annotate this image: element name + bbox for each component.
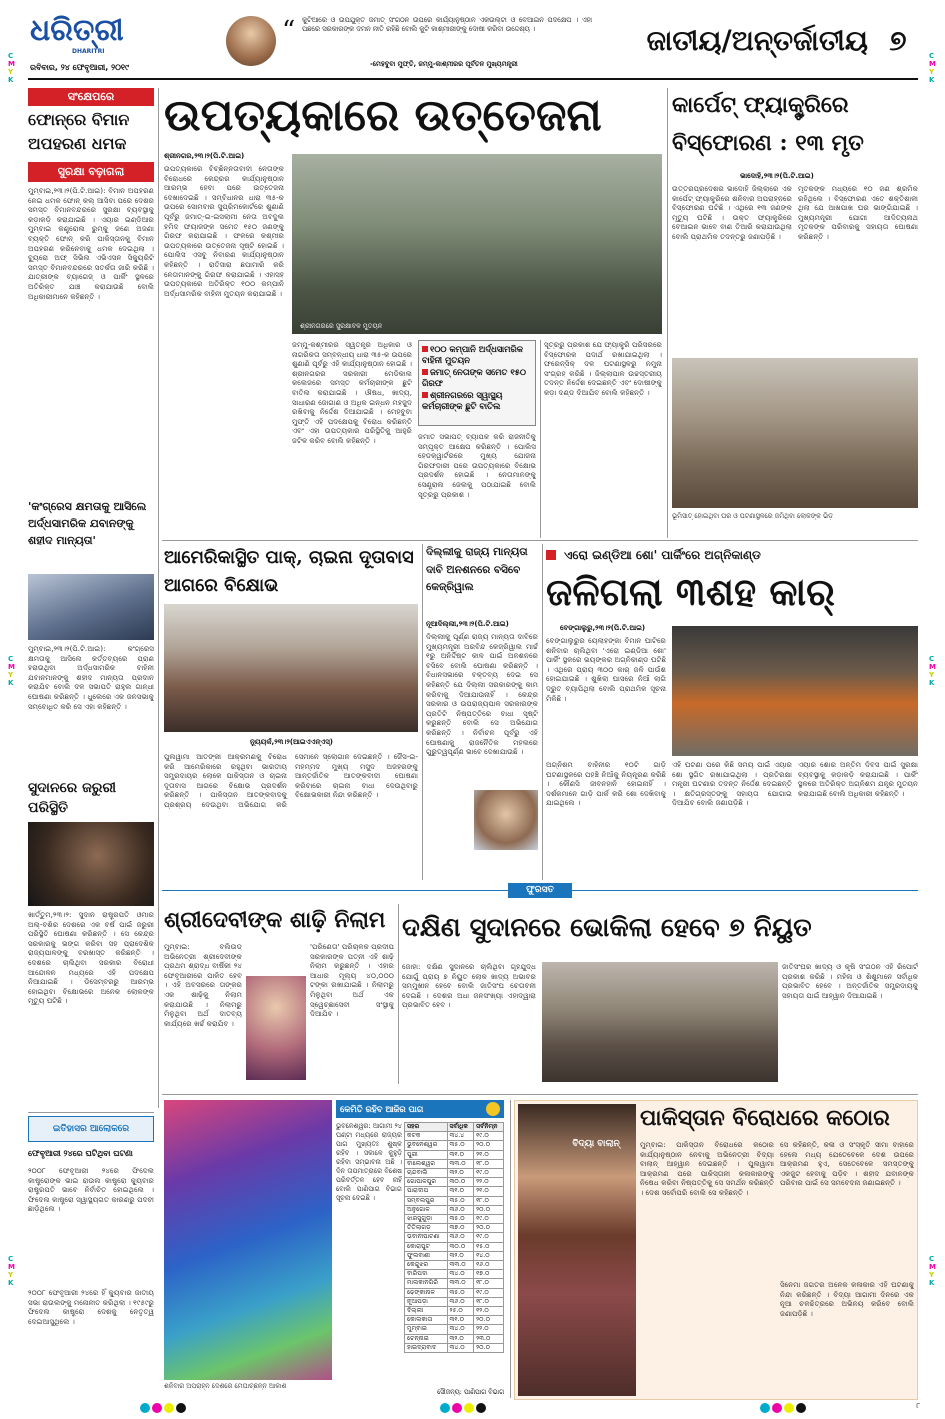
- sridevi-photo: [246, 976, 306, 1080]
- weather-city-cell: ଝାରସୁଗୁଡ଼ା: [405, 1215, 448, 1224]
- weather-max-cell: ୩୧.୦: [447, 1150, 474, 1159]
- weather-col-city: ସହର: [405, 1123, 448, 1132]
- lead-dateline: ଶ୍ରୀନଗର,୨୩।୨(ପି.ଟି.ଆଇ): [164, 152, 245, 160]
- itihasa-date-head: ଫେବୃଆରୀ ୨୪ରେ ଘଟିଥିବା ଘଟଣା: [28, 1149, 133, 1158]
- weather-max-cell: ୩୨.୦: [447, 1251, 474, 1260]
- weather-row: [405, 1141, 504, 1150]
- weather-row: [405, 1242, 504, 1251]
- weather-row: [405, 1316, 504, 1325]
- weather-row: [405, 1169, 504, 1178]
- masthead-logo: [30, 14, 170, 74]
- aero-body-col2: ଅଗ୍ନିଶମ ବାହିନୀର ୧୦ଟି ଗାଡ଼ି ଘଟଣାସ୍ଥଳରେ ପହଞ୍ଚି ନିଆଁକୁ ନିୟନ୍ତ୍ରଣ କରିଛି । କୌଣସି ଜୀବନହାନି ହୋଇନାହିଁ । ଦର୍ଶକମାନେ ଗାଡ଼ି ପାର୍କ କରି ଶୋ ଦେଖିବାକୁ ଯାଇଥିଲେ ।: [546, 760, 666, 808]
- weather-min-cell: ୧୨.୦: [474, 1307, 504, 1316]
- reg-dot: [176, 1403, 186, 1413]
- section-rule: [28, 1112, 154, 1113]
- weather-city-cell: ଢେଙ୍କାନାଳ: [405, 1288, 448, 1297]
- weather-max-cell: ୩୩.୦: [447, 1159, 474, 1168]
- brief-story1-headline: ଫୋନ୍‌ରେ ବିମାନ ଅପହରଣ ଧମକ: [28, 110, 130, 153]
- rahul-gandhi-photo: [28, 574, 154, 640]
- weather-temp-table: [404, 1122, 504, 1384]
- weather-city-cell: କୋଲକାତା: [405, 1316, 448, 1325]
- weather-min-cell: ୨୧.୦: [474, 1187, 504, 1196]
- brief-story2-body: ମୁମ୍ବାଇ,୨୩।୨(ପି.ଟି.ଆଇ): କଂଗ୍ରେସ କ୍ଷମତାକୁ ଆସିଲେ କର୍ତ୍ତବ୍ୟରେ ପ୍ରାଣ ହରାଉଥିବା ଅର୍ଦ୍ଧସାମରିକ ବାହିନୀ ଯବାନମାନଙ୍କୁ ଶହୀଦ ମାନ୍ୟତା ପ୍ରଦାନ କରାଯିବ ବୋଲି ଦଳ ସଭାପତି ରାହୁଲ ଗାନ୍ଧୀ ଘୋଷଣା କରିଛନ୍ତି । ଧୁଲେରେ ଏକ ଜନସଭାକୁ ସମ୍ବୋଧିତ କରି ସେ ଏହା କହିଛନ୍ତି ।: [28, 644, 154, 711]
- weather-city-cell: ମୁମ୍ବାଇ: [405, 1325, 448, 1334]
- kejriwal-dateline: ନୂଆଦିଲ୍ଲୀ,୨୩।୨(ପି.ଟି.ଆଇ): [426, 620, 509, 628]
- lead-body-col1: ଉପତ୍ୟକାରେ ବିଚ୍ଛିନ୍ନତାବାଦୀ ନେତାଙ୍କ ବିରୋଧରେ କେନ୍ଦ୍ରର କାର୍ଯ୍ୟାନୁଷ୍ଠାନ ଆରମ୍ଭ ହେବା ପରେ ଉତ୍ତେଜନା ଦେଖାଦେଇଛି । ସମ୍ବିଧାନର ଧାରା ୩୫-କ ଉପରେ ସୋମବାର ସୁପ୍ରିମକୋର୍ଟରେ ଶୁଣାଣି ପୂର୍ବରୁ ଜମାତ୍-ଇ-ଇସଲାମୀ ନେତା ଅବଦୁଲ ହମିଦ ଫୟାଜଙ୍କ ସମେତ ୧୫୦ ଜଣଙ୍କୁ ଗିରଫ କରାଯାଇଛି । ଫଳରେ କଶ୍ମୀର ଉପତ୍ୟକାରେ ଉତ୍ତେଜନା ସୃଷ୍ଟି ହୋଇଛି । ପୋଲିସ ଏସବୁ ନିବାରଣ କାର୍ଯ୍ୟାନୁଷ୍ଠାନ କହିଛନ୍ତି । ରାତିସାରା ଛପାମାରି କରି ନେତାମାନଙ୍କୁ ଗିରଫ କରାଯାଇଛି । ଏହାସହ ଉପତ୍ୟକାରେ ଅତିରିକ୍ତ ୧୦୦ କମ୍ପାନି ଅର୍ଦ୍ଧସାମରିକ ବାହିନୀ ମୁତୟନ କରାଯାଇଛି ।: [164, 164, 284, 298]
- lead-body-col3: ଜମାତ ସଭାପତ୍ ବ୍ୟାପକ କରି ରାଜନୀତିକୁ ସମ୍ପୃକ୍ତ ଆକ୍ଷେପ କରିଛନ୍ତି । ପୋଲିସ ହେଡକ୍ୱାର୍ଟରରେ ମୁଖ୍ୟ ଯୋଜନା ଗିରଫଦାରୀ ପରେ ଉପତ୍ୟକାରେ ବିକ୍ଷୋଭ ପ୍ରଦର୍ଶନ ହୋଇଛି । ନେତାମାନଙ୍କୁ ସେଣ୍ଟ୍ରାଲ ଜେଲକୁ ପଠାଯାଇଛି ବୋଲି ସୂତ୍ରରୁ ପ୍ରକାଶ ।: [418, 432, 536, 499]
- weather-min-cell: ୧୬.୦: [474, 1261, 504, 1270]
- weather-row: [405, 1307, 504, 1316]
- weather-row: [405, 1251, 504, 1260]
- brief-label: ସଂକ୍ଷେପରେ: [28, 88, 154, 106]
- aero-body-col1: ବେଙ୍ଗାଲୁରୁର ୟେଲାହଙ୍କା ବିମାନ ଘାଟିରେ ଶନିବାର ଚାଲିଥିବା 'ଏରୋ ଇଣ୍ଡିଆ ଶୋ' ପାର୍କିଂ ସ୍ଥଳରେ ଭୟଙ୍କର ଅଗ୍ନିକାଣ୍ଡ ଘଟିଛି । ଏଥିରେ ପ୍ରାୟ ୩୦୦ କାର୍ ଜଳି ପାଉଁଶ ହୋଇଯାଇଛି । ଶୁଖିଲା ଘାସରେ ନିଆଁ ଲାଗି ଦ୍ରୁତ ବ୍ୟାପିଥିଲା ବୋଲି ପ୍ରାଥମିକ ସୂଚନା ମିଳିଛି ।: [546, 636, 666, 703]
- aero-body-col3: ଏହି ଘଟଣା ପରେ କିଛି ସମୟ ପାଇଁ ଏୟାର ଶୋ ସ୍ଥଗିତ ରଖାଯାଇଥିଲା । ପ୍ରତିରକ୍ଷା ମନ୍ତ୍ରୀ ଘଟଣାର ତଦନ୍ତ ନିର୍ଦ୍ଦେଶ ଦେଇଛନ୍ତି । କ୍ଷତିଗ୍ରସ୍ତଙ୍କୁ ସହାୟତା ଯୋଗାଇ ଦିଆଯିବ ବୋଲି ଜଣାପଡ଼ିଛି ।: [672, 760, 792, 808]
- weather-city-cell: ଭବାନୀପାଟଣା: [405, 1233, 448, 1242]
- masthead-quote: କୁଟିଆରେ ଓ ଉପଯୁକ୍ତ ଜମାତ୍ ସଂଗଠନ ଉପରେ କାର୍ଯ୍ୟାନୁଷ୍ଠାନ ଏକଉଲ୍‌ଟା ଓ ବେଆଇନ ପଦକ୍ଷେପ । ଏହା ପଛରେ ସରକାରଙ୍କ ଦମନ ନୀତି ରହିଛି ବୋଲି କୁଟି କାଶ୍ମୀରୀଙ୍କୁ ଦୋଷୀ କରିବା ଉଦ୍ଦେଶ୍ୟ ।: [302, 16, 592, 33]
- cmyk-mark-left-3: C M Y K: [8, 1255, 15, 1287]
- weather-max-cell: ୩୩.୦: [447, 1261, 474, 1270]
- weather-max-cell: ୩୬.୦: [447, 1205, 474, 1214]
- itihasa-item-2: ୨୦୦୮ ଫେବୃଆରୀ ୨୪ରେ ହିଁ କ୍ୟୁବାର ଜାତୀୟ ସଭା ରାଉଲଙ୍କୁ ମନୋନୀତ କରିଥିଲା । ୧୯୫୯ରୁ ଫିଦେଲ କାଷ୍ଟ୍ରୋ ଦେଶକୁ ନେତୃତ୍ୱ ଦେଇଆସୁଥିଲେ ।: [28, 1288, 154, 1326]
- weather-row: [405, 1261, 504, 1270]
- weather-city-cell: କେନ୍ଦୁଝର: [405, 1261, 448, 1270]
- weather-row: [405, 1187, 504, 1196]
- brief-story3-body: ଖାର୍ତ୍ତୁମ,୨୩।୨: ସୁଦାନ ରାଷ୍ଟ୍ରପତି ଓମାର ଅଲ୍-ବଶିର ଦେଶରେ ଏକ ବର୍ଷ ପାଇଁ ଜରୁରୀ ପରିସ୍ଥିତି ଘୋଷଣା କରିଛନ୍ତି । ସେ କେନ୍ଦ୍ର ସରକାରକୁ ଭଙ୍ଗ କରିବା ସହ ପ୍ରାଦେଶିକ ରାଜ୍ୟପାଳଙ୍କୁ ବରଖାସ୍ତ କରିଛନ୍ତି । ଦେଶରେ ଚାଲିଥିବା ସରକାର ବିରୋଧୀ ଆନ୍ଦୋଳନ ମଧ୍ୟରେ ଏହି ପଦକ୍ଷେପ ନିଆଯାଇଛି । ଡିସେମ୍ବରରୁ ଆରମ୍ଭ ହୋଇଥିବା ବିକ୍ଷୋଭରେ ଅନେକ ଲୋକଙ୍କ ମୃତ୍ୟୁ ଘଟିଛି ।: [28, 910, 154, 1006]
- vidya-name-tag: ବିଦ୍ୟା ବାଲାନ୍: [572, 1139, 620, 1149]
- weather-row: [405, 1224, 504, 1233]
- highlight-item-1: ୧୦୦ କମ୍ପାନି ଅର୍ଦ୍ଧସାମରିକ ବାହିନୀ ମୁତୟନ: [422, 344, 523, 365]
- embassy-protest-photo: [164, 604, 418, 732]
- weather-row: [405, 1288, 504, 1297]
- weather-row: [405, 1205, 504, 1214]
- weather-max-cell: ୩୫.୦: [447, 1288, 474, 1297]
- lead-highlight-box: [418, 340, 536, 426]
- reg-dot: [784, 1403, 794, 1413]
- weather-max-cell: ୩୪.୦: [447, 1270, 474, 1279]
- quote-attribution: -ମେହବୁବା ମୁଫ୍ତି, ଜମ୍ମୁ-କାଶ୍ମୀରର ପୂର୍ବତନ ମୁଖ୍ୟମନ୍ତ୍ରୀ: [370, 60, 518, 68]
- carpet-dateline: ଭାଦୋହି,୨୩।୨(ପି.ଟି.ଆଇ): [740, 172, 814, 180]
- weather-max-cell: ୩୫.୦: [447, 1141, 474, 1150]
- weather-city-cell: ସମ୍ବଲପୁର: [405, 1196, 448, 1205]
- weather-city-cell: ନୂଆପଡ଼ା: [405, 1297, 448, 1306]
- aero-fire-photo: [672, 626, 918, 756]
- sridevi-body-col1: ମୁମ୍ବାଇ: ବଲିଉଡ୍ ଅଭିନେତ୍ରୀ ଶ୍ରୀଦେବୀଙ୍କ ପ୍ରଥମ ଶ୍ରାଦ୍ଧ ବାର୍ଷିକୀ ୨୪ ଫେବୃଆରୀରେ ପାଳିତ ହେବ । ଏହି ଅବସରରେ ତାଙ୍କର ଏକ ଶାଢ଼ିକୁ ନିଲାମ କରାଯାଉଛି । ନିଲାମରୁ ମିଳୁଥିବା ଅର୍ଥ ଦାତବ୍ୟ କାର୍ଯ୍ୟରେ ଖର୍ଚ୍ଚ କରାଯିବ ।: [164, 942, 242, 1028]
- column-rule: [158, 88, 159, 1108]
- weather-min-cell: ୧୭.୦: [474, 1270, 504, 1279]
- page-number: ୭: [889, 24, 907, 57]
- red-square-bullet-icon: [422, 392, 428, 398]
- weather-min-cell: ୧୮.୦: [474, 1297, 504, 1306]
- sudan-children-photo: [542, 962, 778, 1082]
- weather-city-cell: ଗୋପାଳପୁର: [405, 1178, 448, 1187]
- cmyk-mark-right-2: C M Y K: [929, 655, 936, 687]
- reg-dot: [140, 1403, 150, 1413]
- vidya-body-col3: ସିନେମା ଜଗତର ଅନେକ କଳାକାର ଏହି ଘଟଣାକୁ ନିନ୍ଦା କରିଛନ୍ତି । ବିଦ୍ୟା ଆଗାମୀ ଦିନରେ ଏକ ନୂଆ ଚଳଚ୍ଚିତ୍ରରେ ଅଭିନୟ କରିବେ ବୋଲି ଜଣାପଡ଼ିଛି ।: [780, 1280, 914, 1318]
- weather-max-cell: ୩୪.୦: [447, 1343, 474, 1352]
- reg-dot: [796, 1403, 806, 1413]
- weather-row: [405, 1325, 504, 1334]
- brief-story3-headline: ସୁଦାନରେ ଜରୁରୀ ପରିସ୍ଥିତି: [28, 780, 117, 816]
- itihasa-item-1: ୨୦୦୮ ଫେବୃଆରୀ ୨୪ରେ ଫିଦେଲ କାଷ୍ଟ୍ରୋଙ୍କ ଭାଇ ରାଉଲ କାଷ୍ଟ୍ରୋ କ୍ୟୁବାର ରାଷ୍ଟ୍ରପତି ଭାବେ ନିର୍ବାଚିତ ହୋଇଥିଲେ । ଫିଦେଲ କାଷ୍ଟ୍ରୋ ସ୍ୱାସ୍ଥ୍ୟଗତ କାରଣରୁ ପଦବୀ ଛାଡ଼ିଥିଲେ ।: [28, 1166, 154, 1214]
- weather-city-cell: ହାଇଦ୍ରାବାଦ: [405, 1343, 448, 1352]
- weather-min-cell: ୧୯.୦: [474, 1132, 504, 1141]
- weather-min-cell: ୨୦.୦: [474, 1205, 504, 1214]
- kejriwal-body: ଦିଲ୍ଲୀକୁ ପୂର୍ଣ୍ଣ ରାଜ୍ୟ ମାନ୍ୟତା ଦାବିରେ ମୁଖ୍ୟମନ୍ତ୍ରୀ ଅରବିନ୍ଦ କେଜ୍ରିୱାଲ ମାର୍ଚ୍ଚ ୧ରୁ ଅନିର୍ଦ୍ଦିଷ୍ଟ କାଳ ପାଇଁ ଅନଶନରେ ବସିବେ ବୋଲି ଘୋଷଣା କରିଛନ୍ତି । ବିଧାନସଭାରେ ବକ୍ତବ୍ୟ ଦେଇ ସେ କହିଛନ୍ତି ଯେ ଦିଲ୍ଲୀ ସରକାରଙ୍କୁ କାମ କରିବାକୁ ଦିଆଯାଉନାହିଁ । କେନ୍ଦ୍ର ସରକାର ଓ ଉପରାଜ୍ୟପାଳ ସରକାରଙ୍କ ପ୍ରତିଟି ନିଷ୍ପତ୍ତିରେ ବାଧା ସୃଷ୍ଟି କରୁଛନ୍ତି ବୋଲି ସେ ଅଭିଯୋଗ କରିଛନ୍ତି । ନିର୍ବାଚନ ପୂର୍ବରୁ ଏହି ଘୋଷଣାକୁ ରାଜନୈତିକ ମହଲରେ ଗୁରୁତ୍ୱପୂର୍ଣ୍ଣ ଭାବେ ଦେଖାଯାଉଛି ।: [426, 632, 538, 757]
- column-rule: [422, 544, 423, 880]
- weather-min-cell: ୨୩.୦: [474, 1334, 504, 1343]
- vidya-body-col2: ସେ କହିଛନ୍ତି, କଳା ଓ ସଂସ୍କୃତି ସୀମା ବାହାରେ ହେଲେ ମଧ୍ୟ ଯେତେବେଳେ ଦେଶ ଉପରେ ଆକ୍ରମଣ ହୁଏ, ସେତେବେଳେ ସମସ୍ତଙ୍କୁ ଏକଜୁଟ ହେବାକୁ ପଡ଼ିବ । ଶହୀଦ ଯବାନଙ୍କ ପରିବାର ପାଇଁ ସେ ସମବେଦନା ଜଣାଇଛନ୍ତି ।: [780, 1140, 914, 1188]
- weather-max-cell: ୩୬.୦: [447, 1297, 474, 1306]
- cmyk-mark-right-3: C M Y K: [929, 1255, 936, 1287]
- weather-min-cell: ୨୦.୦: [474, 1224, 504, 1233]
- weather-min-cell: ୨୦.୦: [474, 1343, 504, 1352]
- weather-satellite-map: [164, 1100, 332, 1380]
- weather-max-cell: ୩୭.୦: [447, 1224, 474, 1233]
- lead-body-col2: ଜମ୍ମୁ-କଶ୍ମୀରର ସ୍ୱତନ୍ତ୍ର ଅଧିକାର ଓ ନାଗରିକତା ସମ୍ବନ୍ଧୀୟ ଧାରା ୩୫-କ ଉପରେ ଶୁଣାଣି ପୂର୍ବରୁ ଏହି କାର୍ଯ୍ୟାନୁଷ୍ଠାନ ହୋଇଛି । ଶ୍ରୀନଗରର ସରକାରୀ ମେଡିକାଲ କଲେଜରେ ସମସ୍ତ କର୍ମଚାରୀଙ୍କ ଛୁଟି ବାତିଲ କରାଯାଇଛି । ଔଷଧ, ଖାଦ୍ୟ, ସାଧାରଣ ଜୋଗାଣ ଓ ଅଧିକ ଇନ୍ଧନ ମହଜୁଦ ରଖିବାକୁ ନିର୍ଦ୍ଦେଶ ଦିଆଯାଇଛି । ମେହବୁବା ମୁଫ୍ତି ଏହି ପଦକ୍ଷେପକୁ ବିରୋଧ କରିଛନ୍ତି ଏବଂ ଏହା ଉପତ୍ୟକାର ପରିସ୍ଥିତିକୁ ଆହୁରି ଜଟିଳ କରିବ ବୋଲି କହିଛନ୍ତି ।: [292, 340, 412, 445]
- weather-col-min: ସର୍ବନିମ୍ନ: [474, 1123, 504, 1132]
- fursat-label: ଫୁରସତ: [508, 883, 572, 898]
- weather-min-cell: ୧୯.୦: [474, 1169, 504, 1178]
- brief-story1-subbar: ସୁରକ୍ଷା ବଢ଼ାଗଲା: [28, 162, 154, 182]
- weather-row: [405, 1279, 504, 1288]
- weather-max-cell: ୩୨.୦: [447, 1169, 474, 1178]
- weather-city-cell: ମାଲକାନଗିରି: [405, 1279, 448, 1288]
- column-rule: [542, 544, 543, 880]
- weather-row: [405, 1343, 504, 1352]
- weather-min-cell: ୨୦.୦: [474, 1316, 504, 1325]
- cmyk-mark-right-1: C M Y K: [929, 52, 936, 84]
- lead-photo-caption: ଶ୍ରୀନଗରରେ ସୁରକ୍ଷାବଳ ମୁତୟନ: [300, 322, 383, 330]
- weather-city-cell: ବାରିପଦା: [405, 1270, 448, 1279]
- weather-row: [405, 1150, 504, 1159]
- embassy-headline: ଆମେରିକାସ୍ଥିତ ପାକ୍, ଚାଇନା ଦୂତାବାସ ଆଗରେ ବିକ୍ଷୋଭ: [164, 547, 414, 596]
- vidya-body-col1: ମୁମ୍ବାଇ: ପାକିସ୍ତାନ ବିରୋଧରେ କଠୋର କାର୍ଯ୍ୟାନୁଷ୍ଠାନ ନେବାକୁ ଅଭିନେତ୍ରୀ ବିଦ୍ୟା ବାଲାନ୍ ଆହ୍ୱାନ ଦେଇଛନ୍ତି । ପୁଲୱାମା ଆକ୍ରମଣ ପରେ ପାକିସ୍ତାନୀ କଳାକାରଙ୍କୁ ନିଷେଧ କରିବା ନିଷ୍ପତ୍ତିକୁ ସେ ସମର୍ଥନ କରିଛନ୍ତି । ଦେଶ ସର୍ବୋପରି ବୋଲି ସେ କହିଛନ୍ତି ।: [640, 1140, 774, 1197]
- weather-row: [405, 1132, 504, 1141]
- lead-headline: ଉପତ୍ୟକାରେ ଉତ୍ତେଜନା: [164, 90, 602, 141]
- weather-city-cell: ବାଲେଶ୍ୱର: [405, 1159, 448, 1168]
- weather-max-cell: ୩୫.୦: [447, 1215, 474, 1224]
- red-square-bullet-icon: [422, 369, 428, 375]
- section-rule: [162, 1094, 918, 1095]
- carpet-headline: କାର୍ପେଟ୍ ଫ୍ୟାକ୍ଟ୍ରିରେ ବିସ୍ଫୋରଣ : ୧୩ ମୃତ: [672, 92, 864, 156]
- cmyk-mark-left-2: C M Y K: [8, 655, 15, 687]
- weather-min-cell: ୨୨.୦: [474, 1178, 504, 1187]
- reg-dot: [760, 1403, 770, 1413]
- weather-max-cell: ୩୧.୦: [447, 1187, 474, 1196]
- weather-row: [405, 1233, 504, 1242]
- weather-city-cell: ପୁରୀ: [405, 1150, 448, 1159]
- weather-row: [405, 1196, 504, 1205]
- sridevi-body-col2: 'ପରିଣେତା' ପରିଚାଳକ ପ୍ରଦୀପ ସରକାରଙ୍କ ପତ୍ନୀ ଏହି ଶାଢ଼ି ନିଲାମ କରୁଛନ୍ତି । ଏହାର ଆଧାର ମୂଲ୍ୟ ୪୦,୦୦୦ ଟଙ୍କା ରଖାଯାଇଛି । ନିଲାମରୁ ମିଳୁଥିବା ଅର୍ଥ ଏକ ସ୍ୱେଚ୍ଛାସେବୀ ସଂସ୍ଥାକୁ ଦିଆଯିବ ।: [310, 942, 394, 1019]
- kejriwal-photo: [474, 790, 538, 850]
- sudan-hunger-body-col2: ଜାତିସଂଘର ଖାଦ୍ୟ ଓ କୃଷି ସଂଗଠନ ଏହି ରିପୋର୍ଟ ପ୍ରକାଶ କରିଛି । ମହିଳା ଓ ଶିଶୁମାନେ ସର୍ବାଧିକ ପ୍ରଭାବିତ ହେବେ । ଅନ୍ତର୍ଜାତିକ ସମ୍ପ୍ରଦାୟକୁ ସହାୟତା ପାଇଁ ଆହ୍ୱାନ ଦିଆଯାଇଛି ।: [782, 962, 918, 1000]
- kejriwal-headline: ଦିଲ୍ଲୀକୁ ରାଜ୍ୟ ମାନ୍ୟତା ଦାବି ଅନଶନରେ ବସିବେ କେଜ୍ରିୱାଲ: [426, 546, 528, 593]
- issue-date: ରବିବାର, ୨୪ ଫେବୃଆରୀ, ୨୦୧୯: [30, 63, 130, 72]
- footer-page-marker: ୮: [916, 1402, 920, 1410]
- weather-row: [405, 1334, 504, 1343]
- weather-min-cell: ୧୮.୦: [474, 1279, 504, 1288]
- aero-body-col4: ଏୟାର ଶୋର ଅନ୍ତିମ ଦିବସ ପାଇଁ ସୁରକ୍ଷା ବ୍ୟବସ୍ଥାକୁ କଡ଼ାକଡ଼ି କରାଯାଇଛି । ପାର୍କିଂ ସ୍ଥଳରେ ଅତିରିକ୍ତ ଅଗ୍ନିଶମ ଯନ୍ତ୍ର ମୁତୟନ କରାଯାଇଛି ବୋଲି ଅଧିକାରୀ କହିଛନ୍ତି ।: [798, 760, 918, 798]
- aero-headline: ଜଳିଗଲା ୩ଶହ କାର୍: [546, 569, 835, 614]
- weather-row: [405, 1159, 504, 1168]
- weather-min-cell: ୨୧.୦: [474, 1150, 504, 1159]
- weather-city-cell: ଅନୁଗୋଳ: [405, 1205, 448, 1214]
- reg-dot: [440, 1403, 450, 1413]
- carpet-body-col2: ମୃତକଙ୍କ ମଧ୍ୟରେ ୧୦ ଜଣ ଶ୍ରମିକ ରହିଥିଲେ । ବିସ୍ଫୋରଣ ଏତେ ଶକ୍ତିଶାଳୀ ଥିଲା ଯେ ଆଖପାଖ ଘର ଭାଙ୍ଗିଯାଇଛି । ମୁଖ୍ୟମନ୍ତ୍ରୀ ଯୋଗୀ ଆଦିତ୍ୟନାଥ ମୃତକଙ୍କ ପରିବାରକୁ ସହାୟତା ଘୋଷଣା କରିଛନ୍ତି ।: [798, 184, 918, 241]
- embassy-dateline: ନ୍ୟୁୟର୍କ,୨୩।୨(ଆଇଏଏନ୍‌ଏସ୍): [250, 738, 333, 746]
- carpet-body-col1: ଉତ୍ତରପ୍ରଦେଶର ଭାଦୋହି ଜିଲ୍ଲାରେ ଏକ କାର୍ପେଟ୍ ଫ୍ୟାକ୍ଟ୍ରିରେ ଶନିବାର ଅପରାହ୍ନରେ ବିସ୍ଫୋରଣ ଘଟିଛି । ଏଥିରେ ୧୩ ଜଣଙ୍କ ମୃତ୍ୟୁ ଘଟିଛି । ଉକ୍ତ ଫ୍ୟାକ୍ଟ୍ରିରେ ବେଆଇନ ଭାବେ ବାଣ ତିଆରି କରାଯାଉଥିଲା ବୋଲି ପ୍ରାଥମିକ ତଦନ୍ତରୁ ଜଣାପଡ଼ିଛି ।: [672, 184, 792, 241]
- weather-max-cell: ୩୦.୦: [447, 1242, 474, 1251]
- weather-max-cell: ୩୬.୦: [447, 1233, 474, 1242]
- column-rule: [398, 904, 399, 1084]
- sudan-hunger-body-col1: ଜୋହା: ଦକ୍ଷିଣ ସୁଦାନରେ ଚାଲିଥିବା ଗୃହଯୁଦ୍ଧ ଯୋଗୁଁ ପ୍ରାୟ ୭ ନିୟୁତ ଲୋକ ଖାଦ୍ୟ ଅଭାବର ସମ୍ମୁଖୀନ ହେବେ ବୋଲି ଜାତିସଂଘ ଚେତାବନୀ ଦେଇଛି । ଦେଶର ଅଧା ଜନସଂଖ୍ୟା ଏହାଦ୍ୱାରା ପ୍ରଭାବିତ ହେବ ।: [402, 962, 536, 1010]
- weather-min-cell: ୧୯.୦: [474, 1215, 504, 1224]
- column-rule: [540, 340, 541, 538]
- column-rule: [510, 1100, 511, 1398]
- reg-dot: [152, 1403, 162, 1413]
- quote-icon: “: [282, 18, 296, 38]
- weather-min-cell: ୧୯.୦: [474, 1288, 504, 1297]
- red-square-bullet-icon: [422, 346, 428, 352]
- weather-city-cell: କଟକ: [405, 1132, 448, 1141]
- column-rule: [667, 88, 668, 538]
- weather-max-cell: ୩୫.୦: [447, 1196, 474, 1205]
- sudan-president-photo: [28, 822, 154, 906]
- vidya-headline: ପାକିସ୍ତାନ ବିରୋଧରେ କଠୋର: [640, 1105, 890, 1131]
- weather-city-cell: ତିତିଲାଗଡ଼: [405, 1224, 448, 1233]
- lead-body-col4: ସୂତ୍ରରୁ ପ୍ରକାଶ ଯେ ଫ୍ୟାକ୍ଟ୍ରି ପରିସରରେ ବିସ୍ଫୋରକ ପଦାର୍ଥ ରଖାଯାଇଥିଲା । ଫରେନ୍‌ସିକ୍ ଦଳ ଘଟଣାସ୍ଥଳରୁ ନମୁନା ସଂଗ୍ରହ କରିଛି । ଜିଲ୍ଲାପାଳ ଉଚ୍ଚସ୍ତରୀୟ ତଦନ୍ତ ନିର୍ଦ୍ଦେଶ ଦେଇଛନ୍ତି ଏବଂ ଦୋଷୀଙ୍କୁ କଡ଼ା ଦଣ୍ଡ ଦିଆଯିବ ବୋଲି କହିଛନ୍ତି ।: [544, 340, 662, 397]
- weather-max-cell: ୩୨.୦: [447, 1334, 474, 1343]
- reg-dot: [464, 1403, 474, 1413]
- weather-city-cell: ଦିଲ୍ଲୀ: [405, 1307, 448, 1316]
- carpet-photo-caption: ଭୂମିସାତ୍ ହୋଇଥିବା ଘର ଓ ଘଟଣାସ୍ଥଳରେ ଜମିଥିବା ଲୋକଙ୍କ ଭିଡ଼: [672, 512, 833, 520]
- reg-dot: [452, 1403, 462, 1413]
- cmyk-mark-left-1: C M Y K: [8, 52, 15, 84]
- lead-photo-security-forces: [292, 154, 662, 334]
- weather-title-bar: କେମିତି ରହିବ ଆଜିର ପାଗ: [336, 1100, 504, 1118]
- logo-subtext: DHARITRI: [72, 48, 105, 55]
- reg-dot: [164, 1403, 174, 1413]
- weather-city-cell: ଭୁବନେଶ୍ୱର: [405, 1141, 448, 1150]
- weather-row: [405, 1270, 504, 1279]
- weather-max-cell: ୩୦.୦: [447, 1178, 474, 1187]
- weather-city-cell: ଚାନ୍ଦବାଲି: [405, 1169, 448, 1178]
- masthead-rule: [28, 78, 918, 80]
- weather-city-cell: କୋରାପୁଟ: [405, 1242, 448, 1251]
- sun-cloud-icon: [486, 1102, 500, 1116]
- weather-max-cell: ୩୧.୦: [447, 1316, 474, 1325]
- aero-kicker: ଏରୋ ଇଣ୍ଡିଆ ଶୋ' ପାର୍କିଂରେ ଅଗ୍ନିକାଣ୍ଡ: [546, 546, 918, 564]
- weather-max-cell: ୨୫.୦: [447, 1307, 474, 1316]
- weather-city-cell: ଫୁଲବାଣୀ: [405, 1251, 448, 1260]
- weather-city-cell: ପାରାଦୀପ: [405, 1187, 448, 1196]
- weather-min-cell: ୧୮.୦: [474, 1196, 504, 1205]
- weather-min-cell: ୨୨.୦: [474, 1325, 504, 1334]
- sridevi-headline: ଶ୍ରୀଦେବୀଙ୍କ ଶାଢ଼ି ନିଲାମ: [164, 907, 386, 933]
- weather-min-cell: ୧୫.୦: [474, 1242, 504, 1251]
- brief-story1-body: ମୁମ୍ବାଇ,୨୩।୨(ପି.ଟି.ଆଇ): ବିମାନ ଅପହରଣ ନେଇ ଧମକ ଫୋନ୍ କଲ୍ ଆସିବା ପରେ ଦେଶର ସମସ୍ତ ବିମାନବନ୍ଦରରେ ସୁରକ୍ଷା ବ୍ୟବସ୍ଥାକୁ କଡ଼ାକଡ଼ି କରାଯାଇଛି । ଏୟାର ଇଣ୍ଡିଆର ମୁମ୍ବାଇ କଣ୍ଟ୍ରୋଲ ରୁମ୍‌କୁ ଜଣେ ଅଜଣା ବ୍ୟକ୍ତି ଫୋନ୍ କରି ପାକିସ୍ତାନକୁ ବିମାନ ଅପହରଣ କରିନେବାକୁ ଧମକ ଦେଇଥିଲା । ବ୍ୟୁରୋ ଅଫ୍ ସିଭିଲ ଏଭିଏସନ ସିକ୍ୟୁରିଟି ସମସ୍ତ ବିମାନବନ୍ଦରରେ ସତର୍କତା ଜାରି କରିଛି । ଯାତ୍ରୀଙ୍କ ବ୍ୟାଗେଜ୍ ଓ ପାର୍କିଂ ସ୍ଥଳରେ ଅତିରିକ୍ତ ଯାଞ୍ଚ କରାଯାଉଛି ବୋଲି ଅଧିକାରୀମାନେ କହିଛନ୍ତି ।: [28, 186, 154, 301]
- weather-min-cell: ୧୮.୦: [474, 1159, 504, 1168]
- highlight-item-3: ଶ୍ରୀନଗରରେ ସ୍ୱାସ୍ଥ୍ୟ କର୍ମଚାରୀଙ୍କ ଛୁଟି ବାତିଲ: [422, 390, 503, 411]
- weather-min-cell: ୨୦.୦: [474, 1141, 504, 1150]
- brief-story2-headline: 'କଂଗ୍ରେସ କ୍ଷମତାକୁ ଆସିଲେ ଅର୍ଦ୍ଧସାମରିକ ଯବାନଙ୍କୁ ଶହୀଦ ମାନ୍ୟତା': [28, 500, 147, 547]
- weather-map-caption: ଶନିବାର ଅପରାହ୍ନ ଦେଶରେ ମେଘାଚ୍ଛନ୍ନ ଆକାଶ: [164, 1382, 287, 1390]
- reg-dot: [772, 1403, 782, 1413]
- weather-min-cell: ୧୯.୦: [474, 1233, 504, 1242]
- weather-col-max: ସର୍ବାଧିକ: [447, 1123, 474, 1132]
- weather-row: [405, 1297, 504, 1306]
- weather-forecast-text: ଭୁବନେଶ୍ୱର: ଆଗାମୀ ୨୪ ଘଣ୍ଟା ମଧ୍ୟରେ ରାଜ୍ୟର ପାଗ ମୁଖ୍ୟତଃ ଶୁଷ୍କ ରହିବ । ସକାଳେ କୁହୁଡ଼ି ରହିବା ସମ୍ଭାବନା ଅଛି । ଦିନ ତାପମାତ୍ରାରେ ବିଶେଷ ପରିବର୍ତ୍ତନ ହେବ ନାହିଁ ବୋଲି ପାଣିପାଗ ବିଭାଗ ସୂଚନା ଦେଇଛି ।: [336, 1122, 402, 1202]
- weather-row: [405, 1215, 504, 1224]
- weather-source: ସୌଜନ୍ୟ: ପାଣିପାଗ ବିଭାଗ: [437, 1388, 504, 1396]
- weather-max-cell: ୩୪.୦: [447, 1325, 474, 1334]
- logo-text: ଧରିତ୍ରୀ: [30, 14, 124, 48]
- weather-min-cell: ୧୪.୦: [474, 1251, 504, 1260]
- weather-max-cell: ୩୩.୦: [447, 1279, 474, 1288]
- weather-row: [405, 1178, 504, 1187]
- sudan-hunger-headline: ଦକ୍ଷିଣ ସୁଦାନରେ ଭୋକିଲା ହେବେ ୭ ନିୟୁତ: [402, 913, 812, 943]
- section-title: ଜାତୀୟ/ଅନ୍ତର୍ଜାତୀୟ: [646, 24, 868, 57]
- section-rule: [162, 540, 918, 541]
- reg-dot: [476, 1403, 486, 1413]
- weather-city-cell: ଚେନ୍ନାଇ: [405, 1334, 448, 1343]
- red-square-bullet-icon: [546, 550, 556, 560]
- aero-dateline: ବେଙ୍ଗାଲୁରୁ,୨୩।୨(ପି.ଟି.ଆଇ): [560, 624, 646, 632]
- weather-max-cell: ୩୪.୪: [447, 1132, 474, 1141]
- highlight-item-2: ଜମାତ୍ ନେତାଙ୍କ ସମେତ ୧୫୦ ଗିରଫ: [422, 367, 526, 388]
- embassy-body: ପୁଲୱାମା ଆତଙ୍କୀ ଆକ୍ରମଣକୁ ବିରୋଧ କରି ଆମେରିକାରେ ରହୁଥିବା ଭାରତୀୟ ସମ୍ପ୍ରଦାୟର ଲୋକେ ପାକିସ୍ତାନ ଓ ଚାଇନା ଦୂତାବାସ ଆଗରେ ବିକ୍ଷୋଭ ପ୍ରଦର୍ଶନ କରିଛନ୍ତି । ପାକିସ୍ତାନ ଆତଙ୍କବାଦକୁ ପ୍ରଶ୍ରୟ ଦେଉଥିବା ଅଭିଯୋଗ କରି ସେମାନେ ସ୍ଲୋଗାନ ଦେଇଛନ୍ତି । ଜୈସ-ଇ-ମହମ୍ମଦ ମୁଖ୍ୟ ମସୁଦ ଅଜହରଙ୍କୁ ଆନ୍ତର୍ଜାତିକ ଆତଙ୍କବାଦୀ ଘୋଷଣା କରିବାରେ ଚାଇନା ବାଧା ଦେଉଥିବାରୁ ବିକ୍ଷୋଭକାରୀ ନିନ୍ଦା କରିଛନ୍ତି ।: [164, 752, 418, 809]
- quote-author-photo: [226, 16, 276, 66]
- itihasa-label: ଇତିହାସର ଆଲୋକରେ: [28, 1116, 154, 1142]
- carpet-blast-photo: [672, 358, 918, 508]
